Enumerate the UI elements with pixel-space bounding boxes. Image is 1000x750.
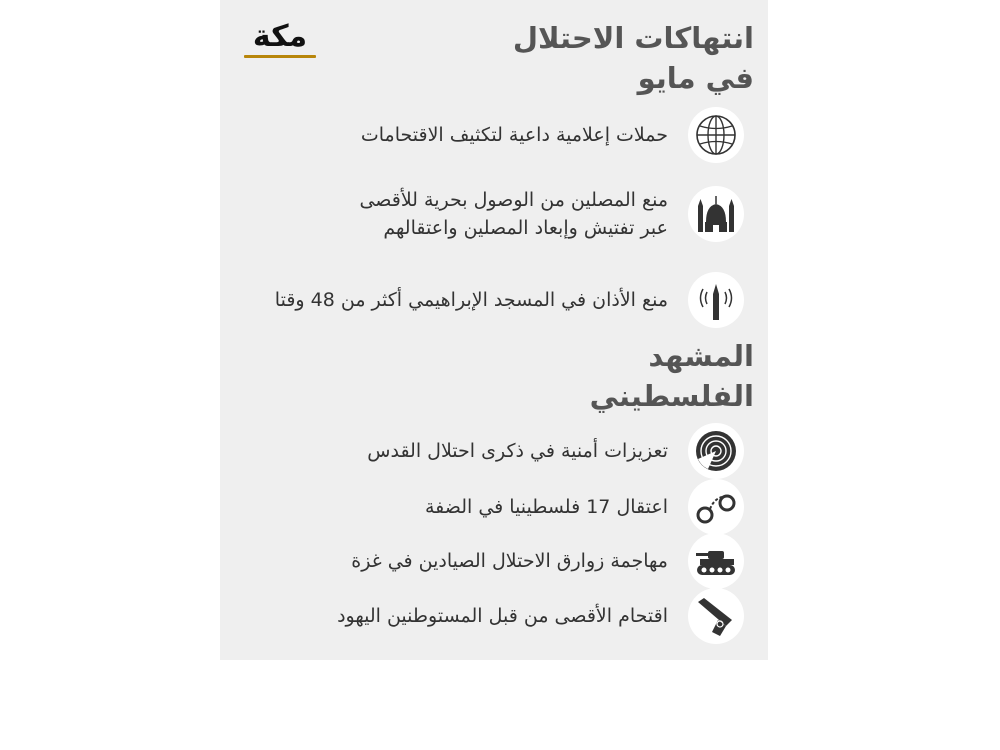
makkah-logo [244, 19, 316, 58]
item-line: اقتحام الأقصى من قبل المستوطنين اليهود [337, 605, 668, 627]
list-item-prevent-adhan [234, 272, 754, 328]
list-item-prevent-worshippers [234, 186, 754, 242]
item-line: عبر تفتيش وإبعاد المصلين واعتقالهم [383, 217, 668, 239]
tank-icon [688, 533, 744, 589]
item-text [238, 588, 668, 644]
section-title-line2: في مايو [637, 61, 754, 95]
logo-text: مكة [252, 19, 308, 54]
section-title-palestinian-scene [590, 336, 754, 416]
section-title-line1: المشهد [648, 339, 754, 373]
section-title-violations [513, 18, 754, 98]
item-line: حملات إعلامية داعية لتكثيف الاقتحامات [360, 124, 668, 146]
mosque-icon [688, 186, 744, 242]
item-text [238, 479, 668, 535]
list-item-arrests [234, 479, 754, 535]
list-item-boats-attack [234, 533, 754, 589]
list-item-media-campaigns [234, 107, 754, 163]
item-line: منع الأذان في المسجد الإبراهيمي أكثر من 48 وقتا [274, 289, 668, 311]
list-item-security-reinforcements [234, 423, 754, 479]
section-title-line2: الفلسطيني [589, 379, 754, 413]
item-line: اعتقال 17 فلسطينيا في الضفة [424, 496, 668, 518]
list-item-settlers-storm [234, 588, 754, 644]
item-text [238, 107, 668, 163]
logo-underline [244, 55, 316, 58]
pistol-icon [688, 588, 744, 644]
item-text [238, 423, 668, 479]
minaret-loudspeaker-icon [688, 272, 744, 328]
item-line: مهاجمة زوارق الاحتلال الصيادين في غزة [351, 550, 668, 572]
item-text [238, 533, 668, 589]
handcuffs-icon [688, 479, 744, 535]
infographic-panel [220, 0, 768, 660]
globe-icon [688, 107, 744, 163]
item-line: تعزيزات أمنية في ذكرى احتلال القدس [367, 440, 668, 462]
item-text [238, 272, 668, 328]
item-line: منع المصلين من الوصول بحرية للأقصى [359, 189, 668, 211]
target-icon [688, 423, 744, 479]
item-text [238, 186, 668, 242]
section-title-line1: انتهاكات الاحتلال [512, 21, 754, 55]
